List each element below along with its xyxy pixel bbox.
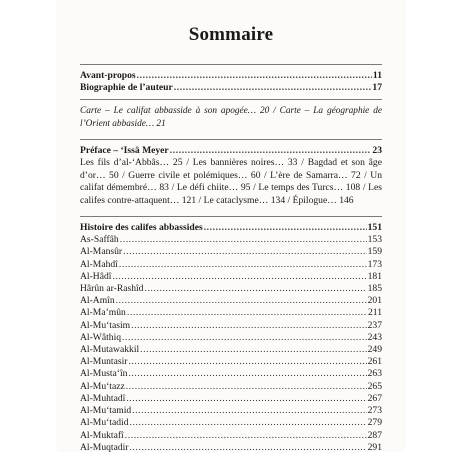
toc-entry-caliph [80,381,382,393]
leader-dots [123,246,367,258]
leader-dots [131,320,367,332]
toc-entry-page: 243 [367,331,382,343]
toc-entry-caliph [80,344,382,356]
leader-dots [120,234,367,246]
divider [80,216,382,217]
toc-entry-label: Al-Muqtadir [80,441,129,453]
toc-entry-label: Al-Ma’mûn [80,307,126,319]
toc-entry-caliph [80,368,382,380]
toc-entry-page: 201 [367,295,382,307]
toc-entry-page: 173 [367,258,382,270]
toc-entry-label: Al-Wâthiq [80,331,122,343]
toc-entry-caliph [80,246,382,258]
toc-entry-page: 279 [367,417,382,429]
toc-entry-caliph [80,442,382,454]
toc-entry-caliph [80,259,382,271]
toc-entry-page: 249 [367,344,382,356]
toc-entry-label: Al-Mu‘tazz [80,380,125,392]
leader-dots [140,344,366,356]
maps-note: Carte – Le califat abbasside à son apogée… 20 / Carte – La géographie de l’Orient abbaside… 21 [80,106,382,129]
toc-entry-page: 159 [367,246,382,258]
toc-entry-caliph [80,356,382,368]
toc-entry-caliph [80,283,382,295]
leader-dots [122,332,367,344]
toc-entry-page: 261 [367,356,382,368]
toc-entry-label: Al-Muhtadî [80,392,126,404]
toc-entry-label: Al-Mahdî [80,258,118,270]
leader-dots [116,295,367,307]
toc-entry-page: 267 [367,392,382,404]
leader-dots [128,368,366,380]
leader-dots [119,259,367,271]
toc-entry-caliph [80,320,382,332]
table-of-contents [80,64,382,454]
toc-entry-label: Al-Mansûr [80,246,123,258]
toc-entry-caliph [80,393,382,405]
toc-entry-caliph [80,332,382,344]
toc-entry-label: Al-Mu‘tasim [80,319,131,331]
leader-dots [204,222,367,234]
leader-dots [126,381,367,393]
leader-dots [130,417,367,429]
toc-entry-preface: Préface – ‘Issâ Meyer ..... 23 [80,145,382,157]
toc-entry-caliph [80,430,382,442]
leader-dots [125,430,367,442]
toc-entry-page: 185 [367,283,382,295]
toc-entry-page: 273 [367,405,382,417]
toc-entry-page: 181 [367,270,382,282]
toc-entry-biographie: Biographie de l’auteur ..... 17 [80,82,382,94]
toc-entry-label: Al-Mutawakkil [80,344,140,356]
leader-dots [170,145,372,157]
toc-entry-label: Al-Mu‘tadid [80,417,129,429]
toc-entry-histoire: Histoire des califes abbassides ..... 151 [80,222,382,234]
leader-dots [112,271,366,283]
document-page [58,0,404,453]
leader-dots [130,442,367,454]
divider [80,139,382,140]
toc-entry-avant-propos: Avant-propos ..... 11 [80,70,382,82]
leader-dots [132,405,366,417]
toc-entry-caliph [80,307,382,319]
toc-entry-label: Al-Hâdî [80,270,112,282]
toc-entry-label: Al-Musta‘în [80,368,128,380]
toc-entry-label: Al-Mu‘tamid [80,405,132,417]
caliph-list [80,234,382,454]
toc-entry-caliph [80,234,382,246]
toc-entry-label: Hârûn ar-Rashîd [80,283,144,295]
divider [80,64,382,65]
leader-dots [127,307,367,319]
toc-entry-page: 263 [367,368,382,380]
leader-dots [137,70,372,82]
toc-entry-label: Al-Amîn [80,295,115,307]
toc-entry-label: Al-Muktafî [80,429,124,441]
toc-entry-caliph [80,295,382,307]
toc-entry-page: 237 [367,319,382,331]
toc-entry-caliph [80,405,382,417]
toc-entry-page: 291 [367,441,382,453]
preface-sections: Les fils d’al-‘Abbâs… 25 / Les bannières noires… 33 / Bagdad et son âge d’or… 50 / Guerre civile et polémiques… 60 / L’ère de Samarra… 72 / Un califat démembré… 83 / Le défi chiite… 95 / Le temps des Turcs… 108 / Les califes contre-attaquent… 121 / Le cataclysme… 134 / Épilogue… 146 [80,157,382,206]
leader-dots [128,356,366,368]
leader-dots [174,82,372,94]
toc-entry-page: 287 [367,429,382,441]
page-title: Sommaire [188,24,274,45]
toc-entry-caliph [80,271,382,283]
toc-entry-page: 265 [367,380,382,392]
leader-dots [144,283,366,295]
divider [80,99,382,100]
toc-entry-label: As-Saffâh [80,234,119,246]
leader-dots [126,393,366,405]
toc-entry-page: 211 [367,307,382,319]
toc-entry-page: 153 [367,234,382,246]
toc-entry-caliph [80,417,382,429]
toc-entry-label: Al-Muntasir [80,356,128,368]
